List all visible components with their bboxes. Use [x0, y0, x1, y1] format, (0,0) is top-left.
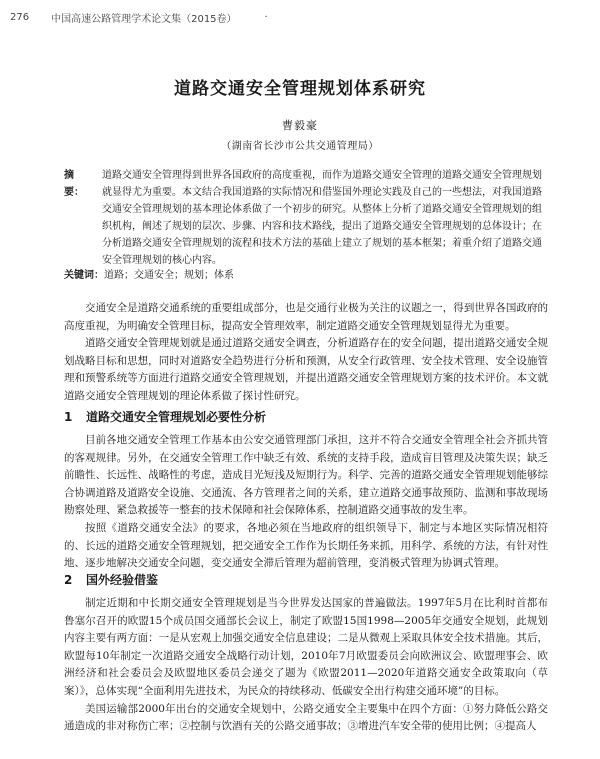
section-number: 2	[64, 573, 73, 587]
section-heading-2	[64, 571, 544, 588]
section-2-body	[64, 595, 548, 736]
intro-paragraph: 道路交通安全管理规划就是通过道路交通安全调查，分析道路存在的安全问题，提出道路交通安全规划战略目标和思想，同时对道路安全趋势进行分析和预测，从安全行政管理、安全技术管理、安全设施管理和预警系统等方面进行道路交通安全管理规划，并提出道路交通安全管理规划方案的技术评价。本文就道路交通安全管理规划的理论体系做了探讨性研究。	[64, 337, 548, 402]
section-1-body	[64, 432, 548, 573]
section-title: 国外经验借鉴	[86, 573, 159, 587]
page-number: 276	[10, 12, 30, 23]
paper-author: 曹毅豪	[282, 119, 318, 132]
abstract-text: 道路交通安全管理得到世界各国政府的高度重视，而作为道路交通安全管理的道路交通安全管理规划就显得尤为重要。本文结合我国道路的实际情况和借鉴国外理论实践及自己的一些想法，对我国道路交通安全管理规划的基本理论体系做了一个初步的研究。从整体上分析了道路交通安全管理规划的组织机构，阐述了规划的层次、步骤、内容和技术路线，提出了道路交通安全管理规划的总体设计；在分析道路交通安全管理规划的流程和技术方法的基础上建立了规划的基本框架；着重介绍了道路交通安全管理规划的核心内容。	[102, 170, 542, 266]
keywords	[64, 268, 544, 284]
keywords-text: 道路；交通安全；规划；体系	[104, 270, 234, 281]
running-header	[10, 10, 570, 25]
intro-paragraph: 交通安全是道路交通系统的重要组成部分，也是交通行业极为关注的议题之一，得到世界各国政府的高度重视，为明确安全管理目标，提高安全管理效率，制定道路交通安全管理规划显得尤为重要。	[64, 302, 548, 332]
keywords-label: 关键词：	[64, 270, 104, 281]
section-heading-1	[64, 408, 544, 425]
paper-title: 道路交通安全管理规划体系研究	[174, 79, 426, 99]
intro-section	[64, 300, 548, 406]
header-mark: ·	[264, 12, 268, 23]
section-paragraph: 按照《道路交通安全法》的要求，各地必须在当地政府的组织领导下，制定与本地区实际情况相符的、长远的道路交通安全管理规划，把交通安全工作作为长期任务来抓，用科学、系统的方法，有针对性地、逐步地解决交通安全问题，变交通安全滞后管理为超前管理，变消极式管理为协调式管理。	[64, 521, 548, 570]
paper-affiliation: （湖南省长沙市公共交通管理局）	[221, 141, 379, 152]
section-title: 道路交通安全管理规划必要性分析	[86, 410, 267, 424]
running-title: 中国高速公路管理学术论文集（2015卷）	[51, 14, 237, 25]
abstract-label: 摘 要：	[64, 170, 84, 198]
abstract	[64, 167, 542, 269]
section-paragraph: 美国运输部2000年出台的交通安全规划中，公路交通安全主要集中在四个方面：①努力降低公路交通造成的非对称伤亡率；②控制与饮酒有关的公路交通事故；③增进汽车安全带的使用比例；④提高人	[64, 702, 548, 733]
section-number: 1	[64, 410, 73, 424]
section-paragraph: 目前各地交通安全管理工作基本由公安交通管理部门承担，这并不符合交通安全管理全社会齐抓共管的客观规律。另外，在交通安全管理工作中缺乏有效、系统的支持手段，造成盲目管理及决策失误；缺乏前瞻性、长远性、战略性的考虑，造成目光短浅及短期行为。科学、完善的道路交通安全管理规划能够综合协调道路及道路安全设施、交通流、各方管理者之间的关系，建立道路交通事故预防、监测和事故现场勘察处理、紧急救援等一整套的技术保障和社会保障体系，控制道路交通事故的发生率。	[64, 434, 548, 517]
section-paragraph: 制定近期和中长期交通安全管理规划是当今世界发达国家的普遍做法。1997年5月在比利时首都布鲁塞尔召开的欧盟15个成员国交通部长会议上，制定了欧盟15国1998—2005年交通安全规划，此规划内容主要有两方面：一是从宏观上加强交通安全信息建设；二是从微观上采取具体安全技术措施。其后，欧盟每10年制定一次道路交通安全战略行动计划，2010年7月欧盟委员会向欧洲议会、欧盟理事会、欧洲经济和社会委员会及欧盟地区委员会递交了题为《欧盟2011—2020年道路交通安全政策取向（草案）》，总体实现“全面利用先进技术，为民众的持续移动、低碳安全出行构建交通环境”的目标。	[64, 597, 548, 697]
